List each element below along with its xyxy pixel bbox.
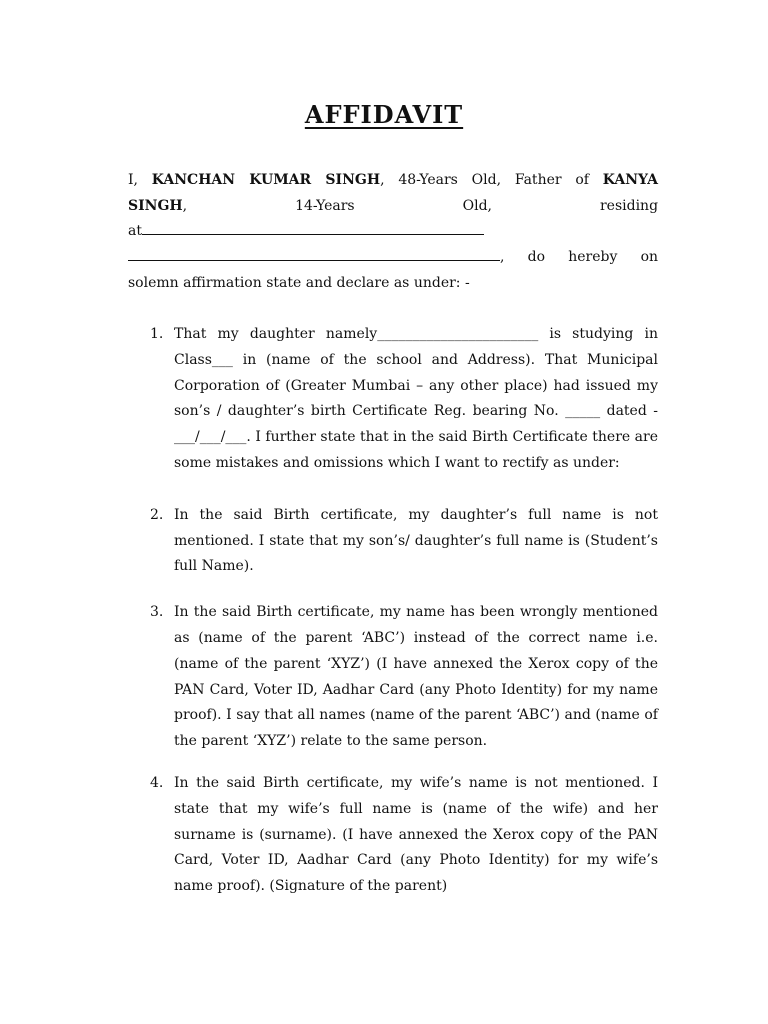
item-number: 4.: [150, 774, 164, 791]
intro-text: Old,: [462, 197, 492, 214]
declaration-list: [150, 322, 658, 900]
item-text: That my daughter namely_______________________ is studying in Class___ in (name of the school and Address). That Municipal Corporation of (Greater Mumbai – any other place) had issued my son’s / daughter’s birth Certificate Reg. bearing No. _____ dated -___/___/___. I further state that in the said Birth Certificate there are some mistakes and omissions which I want to rectify as under:: [174, 326, 658, 471]
intro-text: residing: [599, 197, 659, 214]
address-blank-2: [128, 246, 500, 261]
list-item: [150, 503, 658, 580]
intro-text: I,: [128, 172, 152, 188]
intro-text: ,: [500, 249, 505, 266]
intro-line-5: solemn affirmation state and declare as under: -: [128, 274, 470, 291]
intro-line-2: [128, 194, 658, 220]
list-item: [150, 600, 658, 755]
intro-text: do: [527, 249, 546, 266]
intro-line-1: [128, 168, 658, 194]
item-number: 2.: [150, 506, 164, 523]
list-item: [150, 322, 658, 477]
child-name-last: SINGH: [128, 197, 183, 214]
item-text: In the said Birth certificate, my name has been wrongly mentioned as (name of the parent ‘ABC’) instead of the correct name i.e. (name of the parent ‘XYZ’) (I have annexed the Xerox copy of the PAN Card, Voter ID, Aadhar Card (any Photo Identity) for my name proof). I say that all names (name of the parent ‘ABC’) and (name of the parent ‘XYZ’) relate to the same person.: [174, 604, 658, 750]
title-text: AFFIDAVIT: [304, 100, 464, 129]
document-title: [0, 100, 768, 129]
item-number: 3.: [150, 604, 164, 621]
deponent-name: KANCHAN KUMAR SINGH: [151, 172, 381, 188]
list-item: [150, 771, 658, 900]
intro-line-4: [128, 245, 658, 271]
address-blank-1: [142, 220, 484, 235]
intro-paragraph: [128, 168, 658, 297]
child-name-first: KANYA: [602, 172, 659, 188]
item-number: 1.: [150, 326, 164, 342]
intro-text: at: [128, 223, 142, 240]
intro-text: , 48-Years Old, Father of: [380, 172, 603, 188]
intro-line-3: [128, 219, 658, 245]
intro-text: ,: [182, 197, 188, 214]
intro-text: 14-Years: [295, 197, 355, 214]
intro-text: hereby: [568, 249, 618, 266]
intro-text: on: [640, 249, 659, 266]
item-text: In the said Birth certificate, my daughter’s full name is not mentioned. I state that my son’s/ daughter’s full name is (Student’s full Name).: [174, 506, 658, 575]
item-text: In the said Birth certificate, my wife’s name is not mentioned. I state that my wife’s full name is (name of the wife) and her surname is (surname). (I have annexed the Xerox copy of the PAN Card, Voter ID, Aadhar Card (any Photo Identity) for my wife’s name proof). (Signature of the parent): [174, 774, 658, 895]
